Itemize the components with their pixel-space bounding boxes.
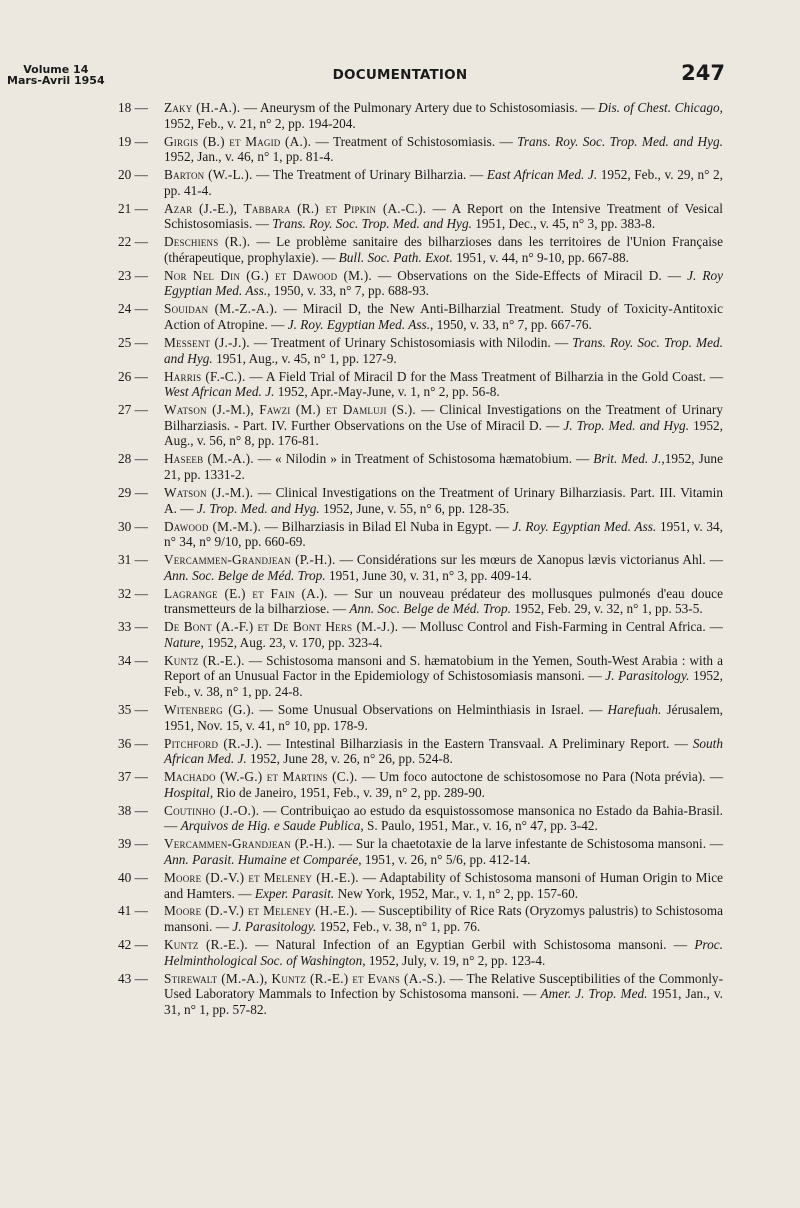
reference-details: New York, 1952, Mar., v. 1, n° 2, pp. 157-60.: [334, 885, 579, 901]
reference-title: A Field Trial of Miracil D for the Mass Treatment of Bilharzia in the Gold Coast. —: [265, 368, 723, 384]
reference-journal: Trans. Roy. Soc. Trop. Med. and Hyg.: [517, 133, 723, 149]
reference-entry: 31 — Vercammen-Grandjean (P.-H.). — Considérations sur les mœurs de Xanopus lævis victorianus Ahl. — Ann. Soc. Belge de Méd. Trop. 1951, June 30, v. 31, n° 3, pp. 409-14.: [118, 552, 724, 583]
reference-details: , 1952, Feb., v. 21, n° 2, pp. 194-204.: [164, 100, 723, 131]
reference-entry: 27 — Watson (J.-M.), Fawzi (M.) et Damluji (S.). — Clinical Investigations on the Treatment of Urinary Bilharziasis. - Part. IV. Further Observations on the Use of Miracil D. — J. Trop. Med. and Hyg. 1952, Aug., v. 56, n° 8, pp. 176-81.: [118, 402, 723, 449]
reference-entry: 22 — Deschiens (R.). — Le problème sanitaire des bilharzioses dans les territoires de l'Union Française (thérapeutique, prophylaxie). — Bull. Soc. Path. Exot. 1951, v. 44, n° 9-10, pp. 667-88.: [118, 234, 723, 265]
reference-title: Mollusc Control and Fish-Farming in Central Africa. —: [419, 619, 723, 635]
reference-number: 37 —: [118, 769, 148, 785]
reference-journal: Amer. J. Trop. Med.: [540, 986, 648, 1002]
reference-number: 19 —: [118, 133, 148, 149]
reference-authors: Vercammen-Grandjean (P.-H.).: [164, 836, 336, 852]
reference-entry: 42 — Kuntz (R.-E.). — Natural Infection of an Egyptian Gerbil with Schistosoma mansoni. — Proc. Helminthological Soc. of Washington, 1952, July, v. 19, n° 2, pp. 123-4.: [118, 937, 723, 968]
reference-number: 26 —: [118, 368, 148, 384]
reference-title: Some Unusual Observations on Helminthiasis in Israel. —: [277, 702, 608, 718]
reference-authors: Kuntz (R.-E.).: [164, 652, 245, 668]
reference-title: Adaptability of Schistosoma mansoni of Human Origin to Mice and Hamters. —: [164, 869, 723, 901]
reference-authors: Stirewalt (M.-A.), Kuntz (R.-E.) et Evans (A.-S.).: [164, 970, 446, 986]
reference-number: 18 —: [118, 100, 148, 115]
reference-title: Treatment of Urinary Schistosomiasis with Nilodin. —: [271, 335, 573, 351]
reference-number: 40 —: [118, 869, 148, 885]
reference-title: Miracil D, the New Anti-Bilharzial Treatment. Study of Toxicity-Antitoxic Action of Atropine. —: [164, 301, 723, 333]
reference-journal: East African Med. J.: [486, 167, 598, 183]
reference-authors: Coutinho (J.-O.).: [164, 802, 260, 818]
reference-details: 1952, Feb. 29, v. 32, n° 1, pp. 53-5.: [510, 601, 703, 617]
reference-journal: J. Trop. Med. and Hyg.: [196, 500, 320, 516]
reference-number: 25 —: [118, 335, 148, 351]
reference-number: 36 —: [118, 735, 148, 751]
reference-journal: J. Parasitology.: [605, 668, 690, 684]
reference-details: 1952, June 28, v. 26, n° 26, pp. 524-8.: [246, 751, 453, 767]
reference-details: Jérusalem, 1951, Nov. 15, v. 41, n° 10, pp. 178-9.: [164, 702, 723, 733]
reference-entry: 37 — Machado (W.-G.) et Martins (C.). — Um foco autoctone de schistosomose no Para (Nota prévia). — Hospital, Rio de Janeiro, 1951, Feb., v. 39, n° 2, pp. 289-90.: [118, 769, 723, 800]
reference-number: 32 —: [118, 585, 148, 601]
reference-number: 35 —: [118, 702, 148, 718]
reference-details: 1952, Feb., v. 29, n° 2, pp. 41-4.: [164, 167, 723, 198]
reference-entry: 25 — Messent (J.-J.). — Treatment of Urinary Schistosomiasis with Nilodin. — Trans. Roy. Soc. Trop. Med. and Hyg. 1951, Aug., v. 45, n° 1, pp. 127-9.: [118, 335, 723, 366]
reference-authors: Watson (J.-M.), Fawzi (M.) et Damluji (S.).: [164, 402, 416, 418]
reference-journal: West African Med. J.: [164, 384, 275, 400]
reference-journal: Ann. Parasit. Humaine et Comparée: [164, 851, 359, 867]
reference-title: Clinical Investigations on the Treatment of Urinary Bilharziasis. Part. III. Vitamin A. —: [164, 484, 723, 516]
reference-details: 1951, Jan., v. 31, n° 1, pp. 57-82.: [164, 986, 724, 1017]
reference-entry: 43 — Stirewalt (M.-A.), Kuntz (R.-E.) et Evans (A.-S.). — The Relative Susceptibilities of the Commonly-Used Laboratory Mammals to Infection by Schistosoma mansoni. — Amer. J. Trop. Med. 1951, Jan., v. 31, n° 1, pp. 57-82.: [118, 970, 724, 1017]
reference-entry: 33 — De Bont (A.-F.) et De Bont Hers (M.-J.). — Mollusc Control and Fish-Farming in Central Africa. — Nature, 1952, Aug. 23, v. 170, pp. 323-4.: [118, 619, 723, 650]
reference-number: 33 —: [118, 619, 148, 635]
reference-journal: Harefuah.: [607, 702, 662, 718]
reference-journal: Arquivos de Hig. e Saude Publica: [180, 818, 361, 834]
reference-number: 20 —: [118, 167, 148, 183]
reference-number: 22 —: [118, 234, 148, 250]
reference-entry: 19 — Girgis (B.) et Magid (A.). — Treatment of Schistosomiasis. — Trans. Roy. Soc. Trop. Med. and Hyg. 1952, Jan., v. 46, n° 1, pp. 81-4.: [118, 133, 723, 165]
reference-entry: 24 — Souidan (M.-Z.-A.). — Miracil D, the New Anti-Bilharzial Treatment. Study of Toxicity-Antitoxic Action of Atropine. — J. Roy. Egyptian Med. Ass., 1950, v. 33, n° 7, pp. 667-76.: [118, 301, 723, 333]
reference-entry: 28 — Haseeb (M.-A.). — « Nilodin » in Treatment of Schistosoma hæmatobium. — Brit. Med. J.,1952, June 21, pp. 1331-2.: [118, 451, 723, 482]
reference-journal: Proc. Helminthological Soc. of Washington: [164, 937, 723, 968]
reference-details: , 1951, v. 26, n° 5/6, pp. 412-14.: [358, 851, 531, 867]
reference-journal: J. Roy. Egyptian Med. Ass.: [512, 518, 657, 534]
reference-details: 1951, Dec., v. 45, n° 3, pp. 383-8.: [471, 216, 656, 232]
reference-entry: 20 — Barton (W.-L.). — The Treatment of Urinary Bilharzia. — East African Med. J. 1952, Feb., v. 29, n° 2, pp. 41-4.: [118, 167, 723, 198]
reference-authors: Girgis (B.) et Magid (A.).: [164, 133, 312, 149]
reference-authors: Lagrange (E.) et Fain (A.).: [164, 585, 328, 601]
reference-title: Contribuiçao ao estudo da esquistossomose mansonica no Estado da Bahia-Brasil. —: [164, 802, 723, 834]
reference-authors: Witenberg (G.).: [164, 702, 255, 718]
reference-details: 1951, v. 44, n° 9-10, pp. 667-88.: [452, 249, 629, 265]
reference-number: 31 —: [118, 552, 148, 568]
reference-details: 1952, Jan., v. 46, n° 1, pp. 81-4.: [164, 149, 334, 165]
reference-journal: Trans. Roy. Soc. Trop. Med. and Hyg.: [272, 216, 472, 232]
reference-number: 30 —: [118, 518, 148, 534]
reference-authors: Vercammen-Grandjean (P.-H.).: [164, 552, 336, 568]
reference-title: Aneurysm of the Pulmonary Artery due to Schistosomiasis. —: [259, 100, 599, 115]
reference-entry: 39 — Vercammen-Grandjean (P.-H.). — Sur la chaetotaxie de la larve infestante de Schistosoma mansoni. — Ann. Parasit. Humaine et Comparée, 1951, v. 26, n° 5/6, pp. 412-14.: [118, 836, 724, 867]
reference-authors: Pitchford (R.-J.).: [164, 735, 263, 751]
reference-entry: 23 — Nor Nel Din (G.) et Dawood (M.). — Observations on the Side-Effects of Miracil D. — J. Roy Egyptian Med. Ass., 1950, v. 33, n° 7, pp. 688-93.: [118, 267, 723, 299]
reference-title: Um foco autoctone de schistosomose no Para (Nota prévia). —: [379, 769, 723, 785]
reference-details: 1951, v. 34, n° 34, n° 9/10, pp. 660-69.: [164, 518, 723, 550]
reference-title: A Report on the Intensive Treatment of Vesical Schistosomiasis. —: [164, 200, 723, 232]
reference-entry: 36 — Pitchford (R.-J.). — Intestinal Bilharziasis in the Eastern Transvaal. A Preliminary Report. — South African Med. J. 1952, June 28, v. 26, n° 26, pp. 524-8.: [118, 735, 724, 767]
reference-authors: Nor Nel Din (G.) et Dawood (M.).: [164, 267, 372, 283]
reference-journal: J. Trop. Med. and Hyg.: [563, 417, 690, 433]
reference-entry: 21 — Azar (J.-E.), Tabbara (R.) et Pipkin (A.-C.). — A Report on the Intensive Treatment of Vesical Schistosomiasis. — Trans. Roy. Soc. Trop. Med. and Hyg. 1951, Dec., v. 45, n° 3, pp. 383-8.: [118, 200, 723, 232]
reference-details: 1952, Apr.-May-June, v. 1, n° 2, pp. 56-8.: [274, 384, 500, 400]
reference-title: Bilharziasis in Bilad El Nuba in Egypt. —: [281, 518, 513, 534]
reference-details: , 1950, v. 33, n° 7, pp. 667-76.: [430, 317, 592, 333]
reference-authors: Dawood (M.-M.).: [164, 518, 261, 534]
reference-journal: Bull. Soc. Path. Exot.: [338, 249, 453, 265]
reference-journal: Ann. Soc. Belge de Méd. Trop.: [349, 601, 511, 617]
reference-authors: Machado (W.-G.) et Martins (C.).: [164, 769, 358, 785]
reference-entry: 34 — Kuntz (R.-E.). — Schistosoma mansoni and S. hæmatobium in the Yemen, South-West Arabia : with a Report of an Unusual Factor in the Epidemiology of Schistosomiasis mansoni. — J. Parasitology. 1952, Feb., v. 38, n° 1, pp. 24-8.: [118, 652, 723, 700]
reference-number: 23 —: [118, 267, 148, 283]
reference-number: 21 —: [118, 200, 148, 216]
page-number: 247: [681, 61, 725, 85]
reference-title: « Nilodin » in Treatment of Schistosoma hæmatobium. —: [275, 451, 594, 467]
reference-details: 1952, June, v. 55, n° 6, pp. 128-35.: [319, 500, 510, 516]
reference-authors: Deschiens (R.).: [164, 234, 251, 250]
volume-number: Volume 14: [23, 63, 89, 76]
reference-title: Clinical Investigations on the Treatment of Urinary Bilharziasis. - Part. IV. Further Observations on the Use of Miracil D. —: [164, 402, 723, 433]
reference-journal: Exper. Parasit.: [254, 885, 335, 901]
reference-authors: Barton (W.-L.).: [164, 167, 253, 183]
reference-details: , 1952, July, v. 19, n° 2, pp. 123-4.: [362, 952, 546, 968]
reference-entry: 35 — Witenberg (G.). — Some Unusual Observations on Helminthiasis in Israel. — Harefuah. Jérusalem, 1951, Nov. 15, v. 41, n° 10, pp. 178-9.: [118, 702, 723, 733]
reference-authors: Messent (J.-J.).: [164, 335, 250, 351]
reference-authors: Haseeb (M.-A.).: [164, 451, 254, 467]
reference-title: Intestinal Bilharziasis in the Eastern Transvaal. A Preliminary Report. —: [285, 735, 693, 751]
reference-authors: Zaky (H.-A.).: [164, 100, 241, 115]
reference-number: 27 —: [118, 402, 148, 418]
reference-authors: Azar (J.-E.), Tabbara (R.) et Pipkin (A.-C.).: [164, 200, 427, 216]
reference-entry: 26 — Harris (F.-C.). — A Field Trial of Miracil D for the Mass Treatment of Bilharzia in the Gold Coast. — West African Med. J. 1952, Apr.-May-June, v. 1, n° 2, pp. 56-8.: [118, 368, 723, 400]
reference-number: 43 —: [118, 970, 148, 986]
reference-number: 34 —: [118, 652, 148, 668]
reference-entry: 40 — Moore (D.-V.) et Meleney (H.-E.). — Adaptability of Schistosoma mansoni of Human Origin to Mice and Hamters. — Exper. Parasit. New York, 1952, Mar., v. 1, n° 2, pp. 157-60.: [118, 869, 723, 901]
reference-journal: Brit. Med. J.: [593, 451, 662, 467]
reference-details: , 1950, v. 33, n° 7, pp. 688-93.: [267, 283, 429, 299]
reference-number: 42 —: [118, 937, 148, 953]
reference-title: Susceptibility of Rice Rats (Oryzomys palustris) to Schistosoma mansoni. —: [164, 903, 723, 935]
reference-entry: 41 — Moore (D.-V.) et Meleney (H.-E.). — Susceptibility of Rice Rats (Oryzomys palustris) to Schistosoma mansoni. — J. Parasitology. 1952, Feb., v. 38, n° 1, pp. 76.: [118, 903, 723, 935]
reference-journal: South African Med. J.: [164, 735, 724, 767]
reference-entry: 38 — Coutinho (J.-O.). — Contribuiçao ao estudo da esquistossomose mansonica no Estado da Bahia-Brasil. — Arquivos de Hig. e Saude Publica, S. Paulo, 1951, Mar., v. 16, n° 47, pp. 3-42.: [118, 802, 723, 834]
reference-title: Treatment of Schistosomiasis. —: [332, 133, 518, 149]
reference-number: 39 —: [118, 836, 148, 852]
reference-journal: Ann. Soc. Belge de Méd. Trop.: [164, 567, 326, 583]
reference-journal: J. Roy Egyptian Med. Ass.: [164, 267, 723, 299]
reference-title: Natural Infection of an Egyptian Gerbil with Schistosoma mansoni. —: [275, 937, 695, 953]
reference-entry: 30 — Dawood (M.-M.). — Bilharziasis in Bilad El Nuba in Egypt. — J. Roy. Egyptian Med. Ass. 1951, v. 34, n° 34, n° 9/10, pp. 660-69.: [118, 518, 723, 550]
reference-details: 1952, Feb., v. 38, n° 1, pp. 76.: [316, 919, 481, 935]
reference-journal: J. Roy. Egyptian Med. Ass.: [287, 317, 431, 333]
reference-entry: 32 — Lagrange (E.) et Fain (A.). — Sur un nouveau prédateur des mollusques pulmonés d'eau douce transmetteurs de la bilharziose. — Ann. Soc. Belge de Méd. Trop. 1952, Feb. 29, v. 32, n° 1, pp. 53-5.: [118, 585, 723, 617]
reference-title: Sur un nouveau prédateur des mollusques pulmonés d'eau douce transmetteurs de la bilharziose. —: [164, 585, 723, 617]
reference-details: 1952, Aug., v. 56, n° 8, pp. 176-81.: [164, 417, 723, 449]
reference-number: 28 —: [118, 451, 148, 467]
reference-details: , S. Paulo, 1951, Mar., v. 16, n° 47, pp. 3-42.: [360, 818, 598, 834]
reference-authors: Moore (D.-V.) et Meleney (H.-E.).: [164, 869, 359, 885]
reference-title: Considérations sur les mœurs de Xanopus lævis victorianus Ahl. —: [356, 552, 724, 568]
reference-authors: Moore (D.-V.) et Meleney (H.-E.).: [164, 903, 358, 919]
reference-journal: J. Parasitology.: [232, 919, 317, 935]
reference-title: The Relative Susceptibilities of the Commonly-Used Laboratory Mammals to Infection by Schistosoma mansoni. —: [164, 970, 723, 1002]
reference-title: Sur la chaetotaxie de la larve infestante de Schistosoma mansoni. —: [355, 836, 724, 852]
reference-authors: Watson (J.-M.).: [164, 484, 254, 500]
reference-number: 24 —: [118, 301, 148, 317]
reference-details: ,1952, June 21, pp. 1331-2.: [164, 451, 723, 482]
reference-authors: Souidan (M.-Z.-A.).: [164, 301, 278, 317]
reference-journal: Trans. Roy. Soc. Trop. Med. and Hyg.: [164, 335, 723, 366]
reference-title: Observations on the Side-Effects of Miracil D. —: [397, 267, 688, 283]
reference-details: 1951, June 30, v. 31, n° 3, pp. 409-14.: [325, 567, 532, 583]
reference-number: 41 —: [118, 903, 148, 919]
issue-date: Mars-Avril 1954: [7, 74, 105, 87]
reference-details: , Rio de Janeiro, 1951, Feb., v. 39, n° 2, pp. 289-90.: [209, 784, 485, 800]
reference-journal: Hospital: [164, 784, 210, 800]
reference-number: 38 —: [118, 802, 148, 818]
reference-list: [118, 100, 723, 1020]
reference-authors: Kuntz (R.-E.).: [164, 937, 248, 953]
reference-details: , 1952, Aug. 23, v. 170, pp. 323-4.: [200, 634, 383, 650]
reference-authors: Harris (F.-C.).: [164, 368, 246, 384]
reference-journal: Nature: [164, 634, 201, 650]
reference-details: 1951, Aug., v. 45, n° 1, pp. 127-9.: [212, 350, 397, 366]
reference-entry: 18 — Zaky (H.-A.). — Aneurysm of the Pulmonary Artery due to Schistosomiasis. — Dis. of Chest. Chicago, 1952, Feb., v. 21, n° 2, pp. 194-204.: [118, 100, 723, 131]
reference-number: 29 —: [118, 484, 148, 500]
reference-authors: De Bont (A.-F.) et De Bont Hers (M.-J.).: [164, 619, 399, 635]
reference-entry: 29 — Watson (J.-M.). — Clinical Investigations on the Treatment of Urinary Bilharziasis. Part. III. Vitamin A. — J. Trop. Med. and Hyg. 1952, June, v. 55, n° 6, pp. 128-35.: [118, 484, 723, 516]
reference-details: 1952, Feb., v. 38, n° 1, pp. 24-8.: [164, 668, 723, 700]
page-title: DOCUMENTATION: [332, 67, 468, 83]
reference-title: Schistosoma mansoni and S. hæmatobium in the Yemen, South-West Arabia : with a Report of an Unusual Factor in the Epidemiology of Schistosomiasis mansoni. —: [164, 652, 723, 684]
reference-title: Le problème sanitaire des bilharzioses dans les territoires de l'Union Française (thérapeutique, prophylaxie). —: [164, 234, 723, 265]
reference-journal: Dis. of Chest. Chicago: [598, 100, 720, 115]
reference-title: The Treatment of Urinary Bilharzia. —: [272, 167, 487, 183]
